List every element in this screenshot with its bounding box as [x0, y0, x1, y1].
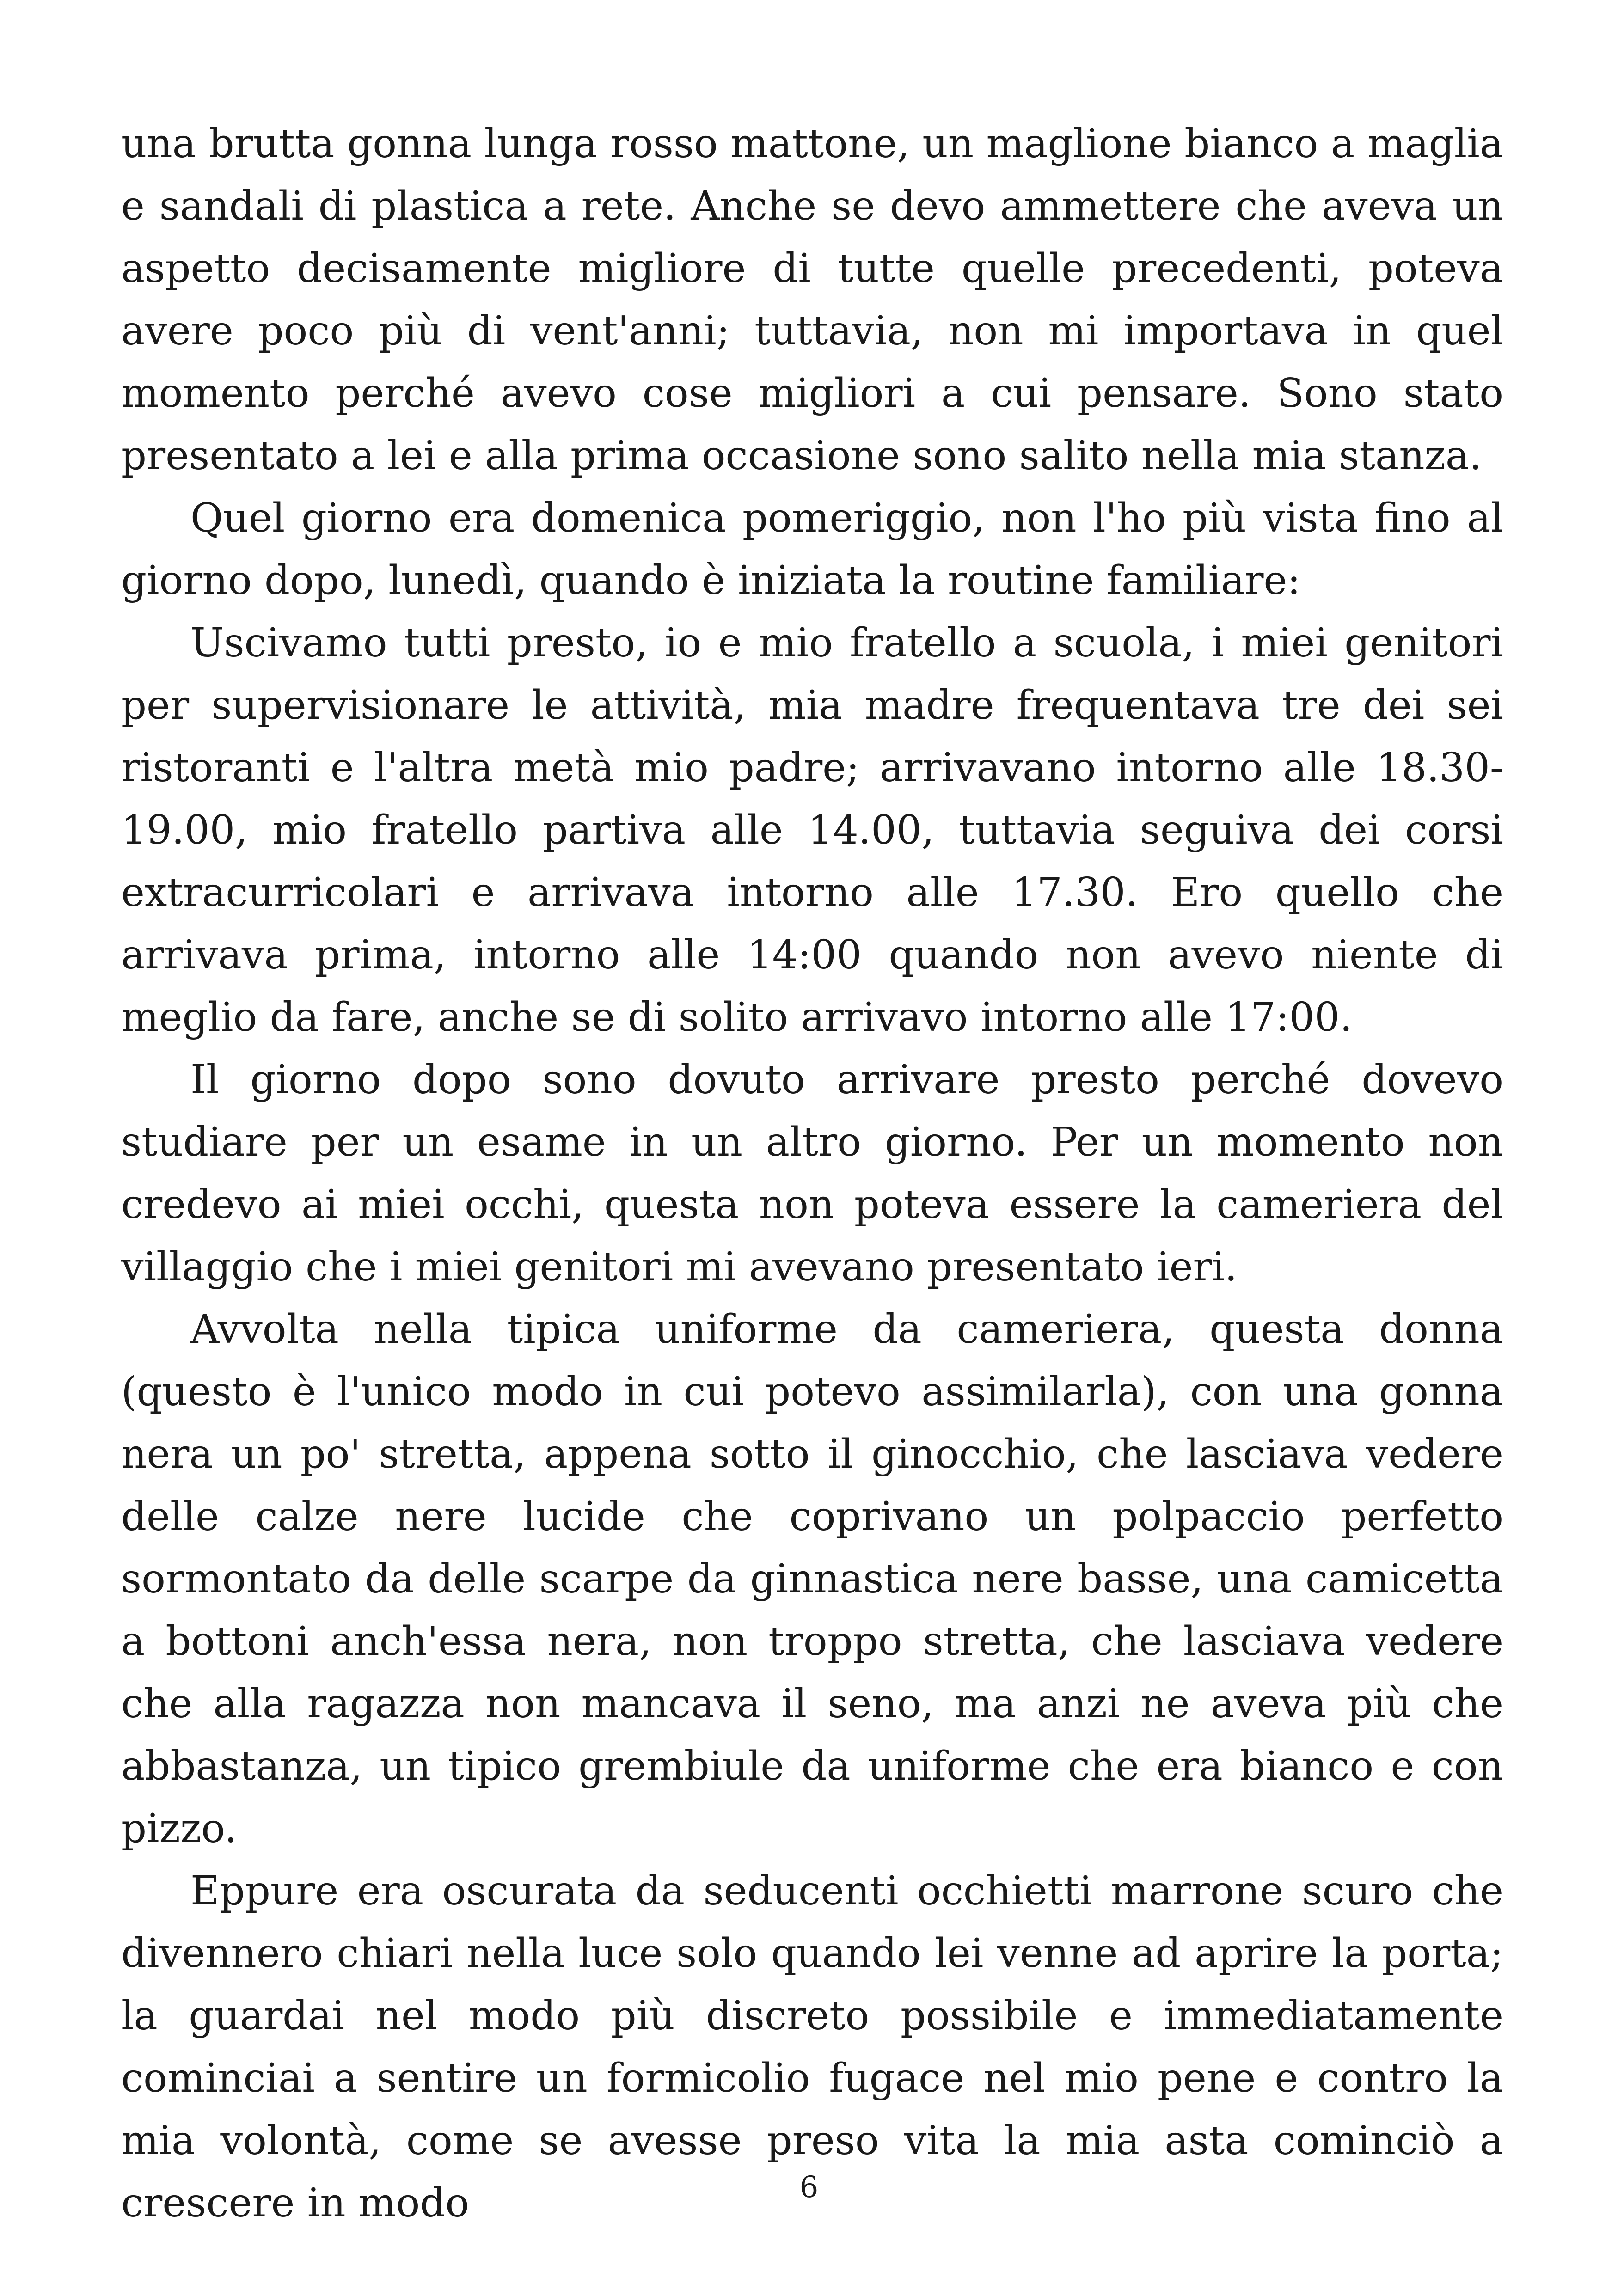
paragraph-2: Quel giorno era domenica pomeriggio, non l'ho più vista fino al giorno dopo, lunedì, quando è iniziata la routine familiare: [121, 495, 1503, 604]
body-text [121, 113, 1503, 2235]
paragraph-6: Eppure era oscurata da seducenti occhietti marrone scuro che divennero chiari nella luce solo quando lei venne ad aprire la porta; la guardai nel modo più discreto possibile e immediatamente cominciai a sentire un formicolio fugace nel mio pene e contro la mia volontà, come se avesse preso vita la mia asta cominciò a crescere in modo [121, 1868, 1503, 2226]
paragraph-4: Il giorno dopo sono dovuto arrivare presto perché dovevo studiare per un esame in un altro giorno. Per un momento non credevo ai miei occhi, questa non poteva essere la cameriera del villaggio che i miei genitori mi avevano presentato ieri. [121, 1057, 1503, 1290]
paragraph-1-continued: una brutta gonna lunga rosso mattone, un maglione bianco a maglia e sandali di plastica a rete. Anche se devo ammettere che aveva un aspetto decisamente migliore di tutte quelle precedenti, poteva avere poco più di vent'anni; tuttavia, non mi importava in quel momento perché avevo cose migliori a cui pensare. Sono stato presentato a lei e alla prima occasione sono salito nella mia stanza. [121, 121, 1503, 479]
paragraph-5: Avvolta nella tipica uniforme da cameriera, questa donna (questo è l'unico modo in cui potevo assimilarla), con una gonna nera un po' stretta, appena sotto il ginocchio, che lasciava vedere delle calze nere lucide che coprivano un polpaccio perfetto sormontato da delle scarpe da ginnastica nere basse, una camicetta a bottoni anch'essa nera, non troppo stretta, che lasciava vedere che alla ragazza non mancava il seno, ma anzi ne aveva più che abbastanza, un tipico grembiule da uniforme che era bianco e con pizzo. [121, 1306, 1503, 1852]
paragraph-3: Uscivamo tutti presto, io e mio fratello a scuola, i miei genitori per supervisionare le attività, mia madre frequentava tre dei sei ristoranti e l'altra metà mio padre; arrivavano intorno alle 18.30-19.00, mio fratello partiva alle 14.00, tuttavia seguiva dei corsi extracurricolari e arrivava intorno alle 17.30. Ero quello che arrivava prima, intorno alle 14:00 quando non avevo niente di meglio da fare, anche se di solito arrivavo intorno alle 17:00. [121, 620, 1503, 1041]
page-number: 6 [799, 2170, 819, 2204]
